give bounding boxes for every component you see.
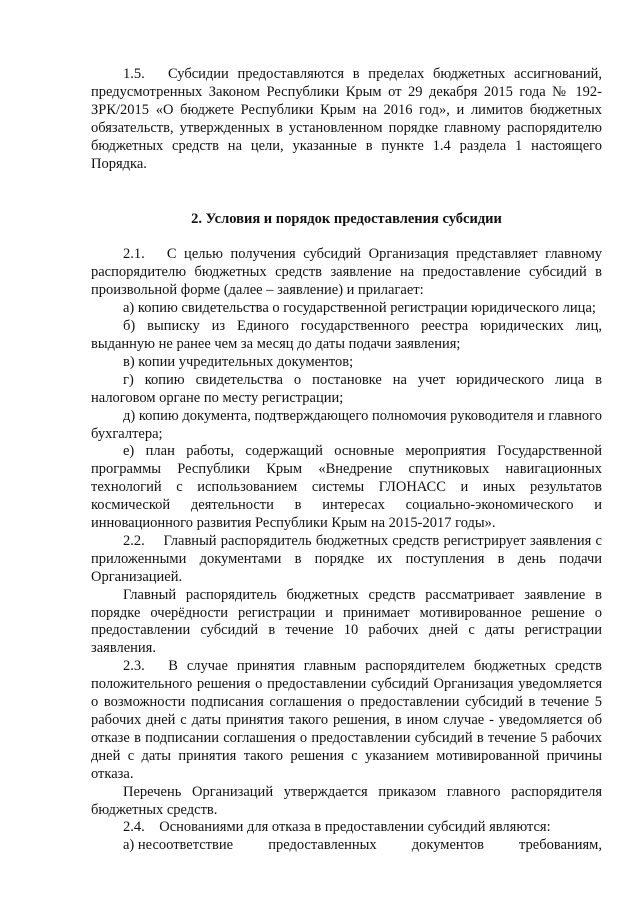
- list-item-b: б) выписку из Единого государственного реестра юридических лиц, выданную не ранее чем за месяц до даты подачи заявления;: [91, 318, 602, 352]
- list-item-d: д) копию документа, подтверждающего полномочия руководителя и главного бухгалтера;: [91, 407, 602, 442]
- paragraph-2-1: 2.1. С целью получения субсидий Организация представляет главному распорядителю бюджетных средств заявление на предоставление субсидий в произвольной форме (далее – заявление) и прилагает:: [91, 246, 602, 299]
- paragraph-2-4: 2.4. Основаниями для отказа в предоставлении субсидий являются:: [123, 819, 551, 836]
- paragraph-2-4-item-a: [91, 837, 602, 855]
- list-item-v: в) копии учредительных документов;: [123, 353, 354, 370]
- list-item-g: г) копию свидетельства о постановке на учет юридического лица в налоговом органе по месту регистрации;: [91, 371, 602, 406]
- last-line-word-4: требованиям,: [519, 837, 602, 854]
- list-item-a: а) копию свидетельства о государственной регистрации юридического лица;: [123, 300, 596, 317]
- paragraph-2-2: 2.2. Главный распорядитель бюджетных средств регистрирует заявления с приложенными документами в порядке их поступления в день подачи Организацией.: [91, 532, 602, 585]
- paragraph-2-3: 2.3. В случае принятия главным распорядителем бюджетных средств положительного решения о предоставлении субсидий Организация уведомляется о возможности подписания соглашения о предоставлении субсидий в течение 5 рабочих дней с даты принятия такого решения, в ином случае - уведомляется об отказе в подписании соглашения о предоставлении субсидий в течение 5 рабочих дней с даты принятия такого решения с указанием мотивированной причины отказа.: [91, 658, 602, 782]
- section-2-heading: 2. Условия и порядок предоставления субсидии: [191, 211, 502, 228]
- last-line-word-2: предоставленных: [268, 837, 377, 854]
- paragraph-1-5: 1.5. Субсидии предоставляются в пределах бюджетных ассигнований, предусмотренных Законом Республики Крым от 29 декабря 2015 года № 192-ЗРК/2015 «О бюджете Республики Крым на 2016 год», и лимитов бюджетных обязательств, утвержденных в установленном порядке главному распорядителю бюджетных средств на цели, указанные в пункте 1.4 раздела 1 настоящего Порядка.: [91, 66, 602, 172]
- last-line-word-3: документов: [411, 837, 484, 854]
- document-body: [91, 66, 602, 855]
- list-item-e: е) план работы, содержащий основные мероприятия Государственной программы Республики Крым «Внедрение спутниковых навигационных технологий с использованием системы ГЛОНАСС и иных результатов космической деятельности в интересах социально-экономического и инновационного развития Республики Крым на 2015-2017 годы».: [91, 443, 602, 532]
- paragraph-2-2-review: Главный распорядитель бюджетных средств рассматривает заявление в порядке очерёдности регистрации и принимает мотивированное решение о предоставлении субсидий в течение 10 рабочих дней с даты регистрации заявления.: [91, 586, 602, 657]
- paragraph-2-3-list: Перечень Организаций утверждается приказом главного распорядителя бюджетных средств.: [91, 783, 602, 818]
- last-line-word-1: а) несоответствие: [123, 837, 234, 854]
